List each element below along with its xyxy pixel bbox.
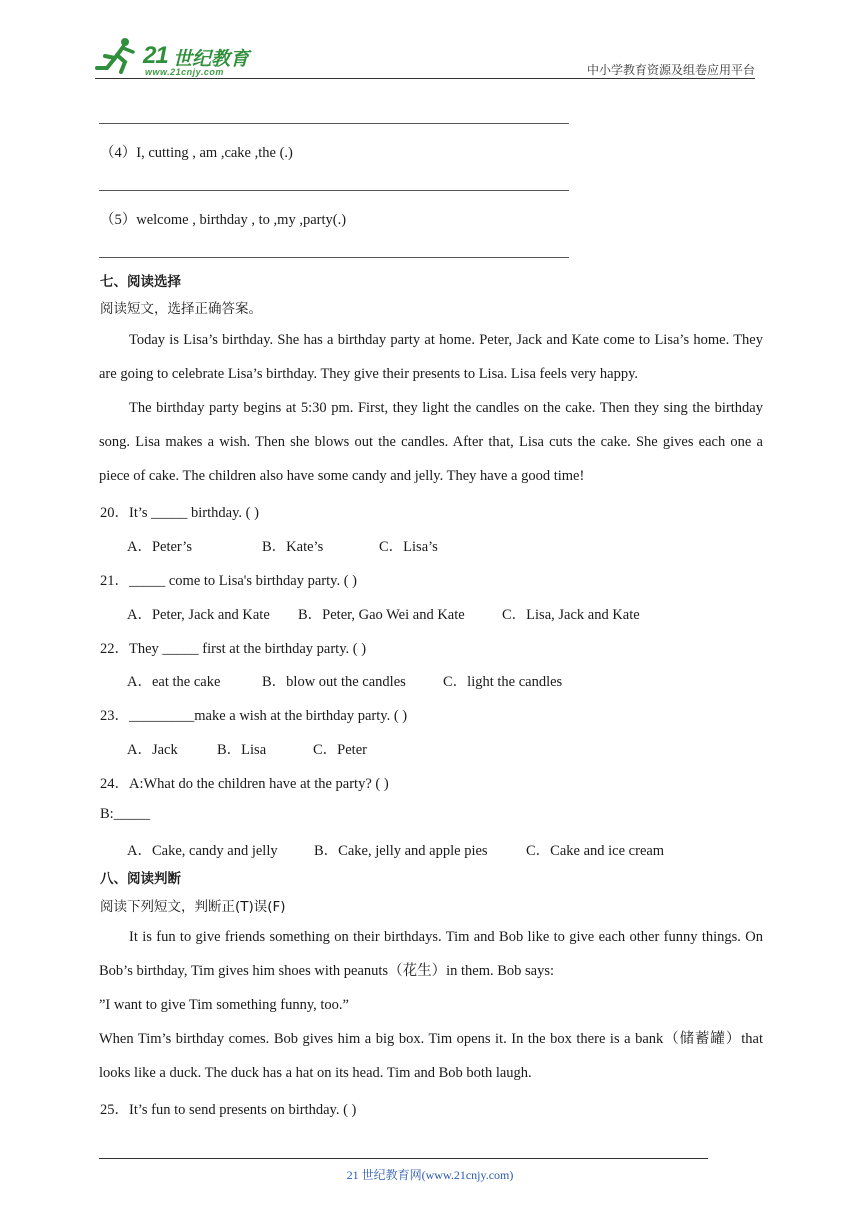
sentence-item: （4）I, cutting , am ,cake ,the (.) [100,145,293,161]
option-b[interactable]: B．Kate’s [262,539,324,555]
section-title: 八、阅读判断 [100,871,181,887]
reading-quote: ”I want to give Tim something funny, too.” [99,997,349,1013]
answer-line[interactable] [99,123,569,124]
reading-paragraph: It is fun to give friends something on their birthdays. Tim and Bob like to give each other funny things. On Bob’s birthday, Tim gives him shoes with peanuts（花生）in them. Bob says: [99,929,763,979]
question-22: 22．They _____ first at the birthday party. ( ) [100,641,367,657]
option-c[interactable]: C．Lisa, Jack and Kate [502,607,640,623]
reading-paragraph: The birthday party begins at 5:30 pm. First, they light the candles on the cake. Then they sing the birthday song. Lisa makes a wish. Then she blows out the candles. After that, Lisa cuts the cake. She gives each one a piece of cake. The children also have some candy and jelly. They have a good time! [99,400,763,484]
option-a[interactable]: A．Cake, candy and jelly [127,843,278,859]
answer-line[interactable] [99,190,569,191]
option-c[interactable]: C．Cake and ice cream [526,843,665,859]
option-a[interactable]: A．eat the cake [127,674,221,690]
reading-paragraph: When Tim’s birthday comes. Bob gives him a big box. Tim opens it. In the box there is a bank（储蓄罐）that looks like a duck. The duck has a hat on its head. Tim and Bob both laugh. [99,1031,763,1081]
option-c[interactable]: C．light the candles [443,674,563,690]
option-a[interactable]: A．Peter, Jack and Kate [127,607,270,623]
option-b[interactable]: B．Cake, jelly and apple pies [314,843,488,859]
question-25: 25．It’s fun to send presents on birthday. ( ) [100,1102,357,1118]
question-21: 21．_____ come to Lisa's birthday party. ( ) [100,573,357,589]
answer-line[interactable] [99,257,569,258]
header-platform-text: 中小学教育资源及组卷应用平台 [586,63,755,77]
section-instruction: 阅读短文，选择正确答案。 [100,301,262,317]
option-a[interactable]: A．Peter’s [127,539,192,555]
option-b[interactable]: B．Peter, Gao Wei and Kate [298,607,465,623]
question-23: 23．_________make a wish at the birthday party. ( ) [100,708,408,724]
footer-divider [99,1158,708,1159]
site-logo [95,36,265,78]
footer-link[interactable]: 21 世纪教育网(www.21cnjy.com) [346,1168,514,1182]
logo-chinese: 世纪教育 [173,48,250,70]
logo-url: www.21cnjy.com [145,67,224,77]
logo-number: 21 [143,42,168,69]
option-b[interactable]: B．Lisa [217,742,267,758]
option-a[interactable]: A．Jack [127,742,178,758]
question-24: 24．A:What do the children have at the party? ( ) [100,776,389,792]
reading-paragraph: Today is Lisa’s birthday. She has a birthday party at home. Peter, Jack and Kate come to Lisa’s home. They are going to celebrate Lisa’s birthday. They give their presents to Lisa. Lisa feels very happy. [99,332,763,382]
header-divider [95,78,755,79]
question-20: 20．It’s _____ birthday. ( ) [100,505,259,521]
sentence-item: （5）welcome , birthday , to ,my ,party(.) [100,212,347,228]
option-c[interactable]: C．Lisa’s [379,539,438,555]
option-c[interactable]: C．Peter [313,742,367,758]
running-man-icon [95,36,143,76]
question-24-answer: B:_____ [100,806,150,822]
option-b[interactable]: B．blow out the candles [262,674,406,690]
section-instruction: 阅读下列短文，判断正(T)误(F) [100,899,286,915]
section-title: 七、阅读选择 [100,274,181,290]
